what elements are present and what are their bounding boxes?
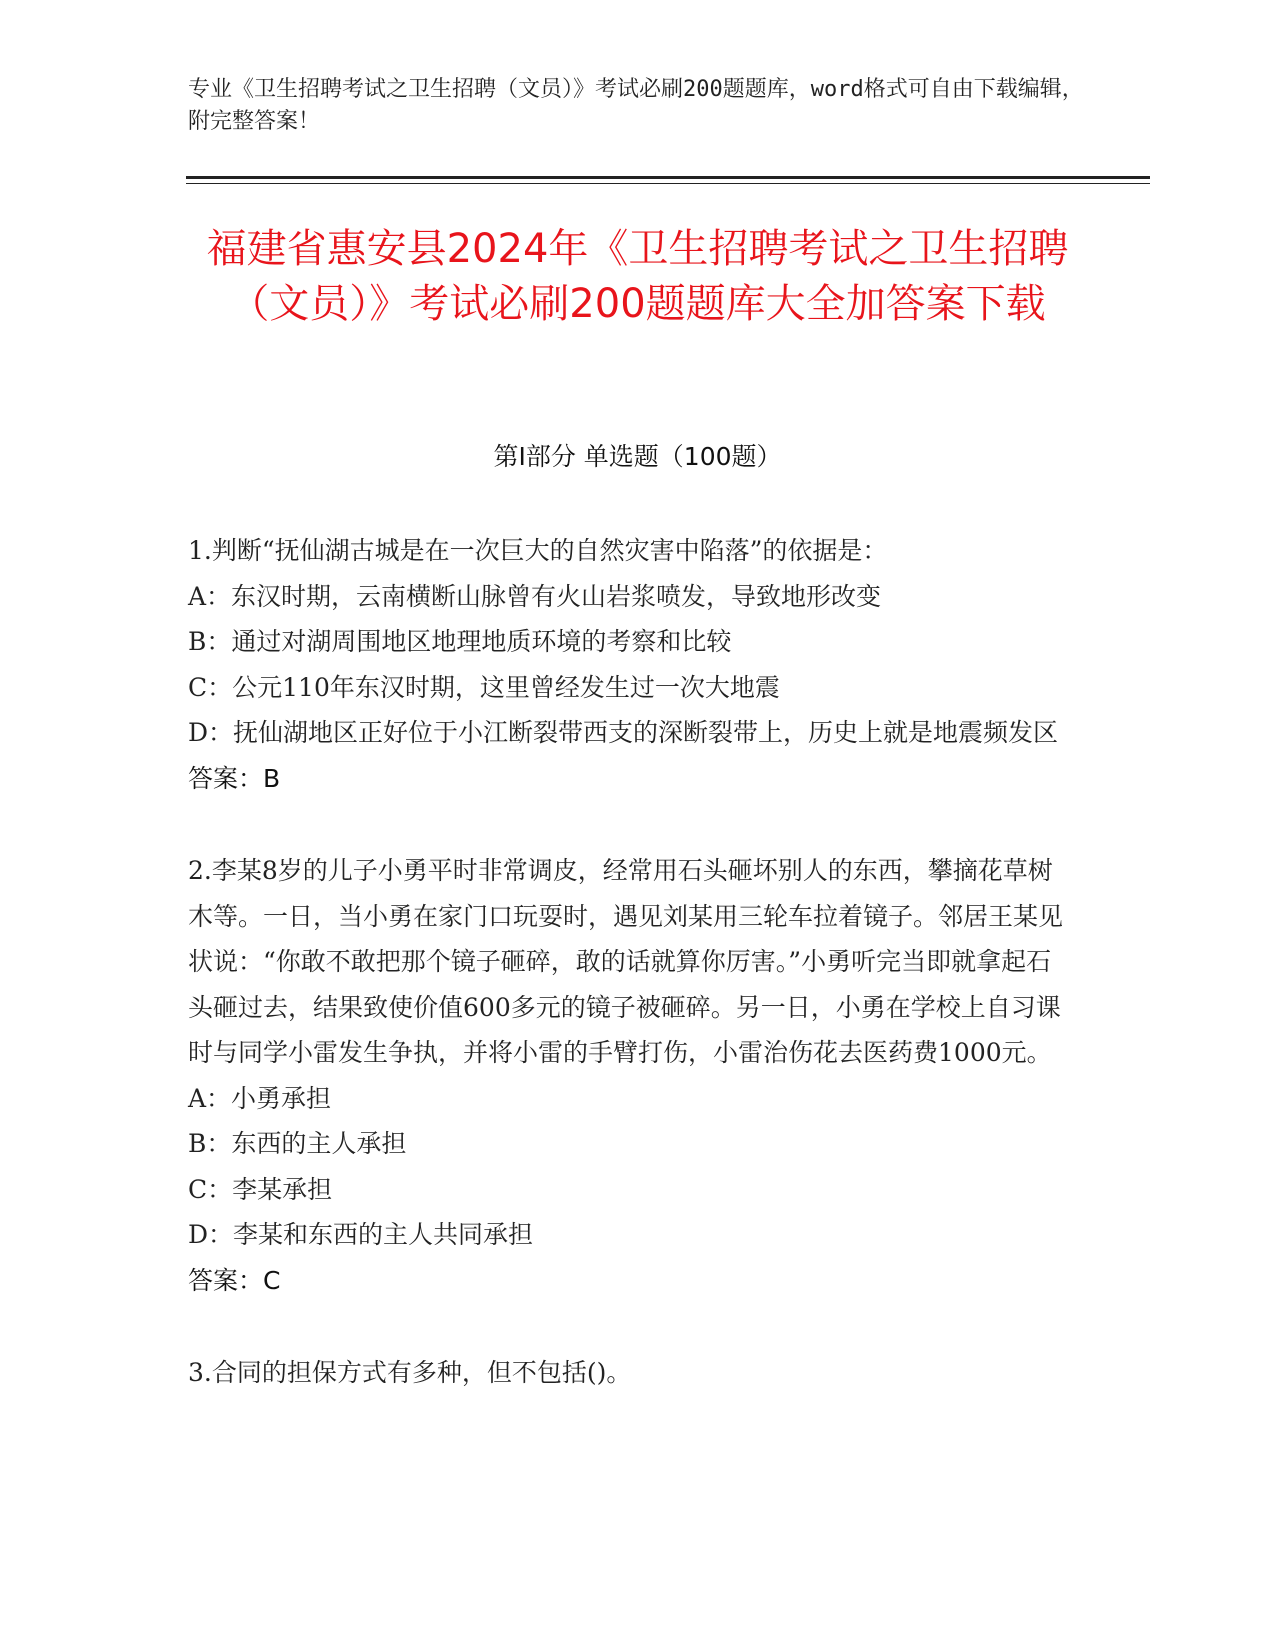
section-heading: 第Ⅰ部分 单选题（100题） [493, 442, 782, 471]
document-title: 福建省惠安县2024年《卫生招聘考试之卫生招聘（文员）》考试必刷200题题库大全加答案下载 [206, 226, 1069, 327]
answer-line: 答案：C [188, 1265, 281, 1295]
header-divider-thick [186, 176, 1150, 179]
question-text: 3.合同的担保方式有多种，但不包括()。 [188, 1358, 632, 1387]
option-b: B：通过对湖周围地区地理地质环境的考察和比较 [188, 627, 732, 656]
option-a: A：东汉时期，云南横断山脉曾有火山岩浆喷发，导致地形改变 [188, 581, 882, 611]
header-note: 专业《卫生招聘考试之卫生招聘（文员）》考试必刷200题题库，word格式可自由下载编辑，附完整答案！ [188, 77, 1084, 134]
question-2 [188, 848, 1073, 1303]
option-a: A：小勇承担 [188, 1083, 332, 1113]
question-1 [188, 528, 1073, 801]
option-c: C：公元110年东汉时期，这里曾经发生过一次大地震 [188, 672, 780, 702]
question-text: 2.李某8岁的儿子小勇平时非常调皮，经常用石头砸坏别人的东西，攀摘花草树木等。一日，当小勇在家门口玩耍时，遇见刘某用三轮车拉着镜子。邻居王某见状说：“你敢不敢把那个镜子砸碎，敢的话就算你厉害。”小勇听完当即就拿起石头砸过去，结果致使价值600多元的镜子被砸碎。另一日，小勇在学校上自习课时与同学小雷发生争执，并将小雷的手臂打伤，小雷治伤花去医药费1000元。 [188, 856, 1064, 1067]
option-d: D：李某和东西的主人共同承担 [188, 1220, 534, 1249]
option-b: B：东西的主人承担 [188, 1129, 407, 1158]
header-divider-thin [186, 183, 1150, 184]
option-c: C：李某承担 [188, 1174, 333, 1204]
question-3 [188, 1350, 1073, 1396]
option-d: D：抚仙湖地区正好位于小江断裂带西支的深断裂带上，历史上就是地震频发区 [188, 718, 1059, 747]
question-list [188, 528, 1073, 1443]
question-text: 1.判断“抚仙湖古城是在一次巨大的自然灾害中陷落”的依据是： [188, 536, 888, 565]
answer-line: 答案：B [188, 763, 281, 793]
